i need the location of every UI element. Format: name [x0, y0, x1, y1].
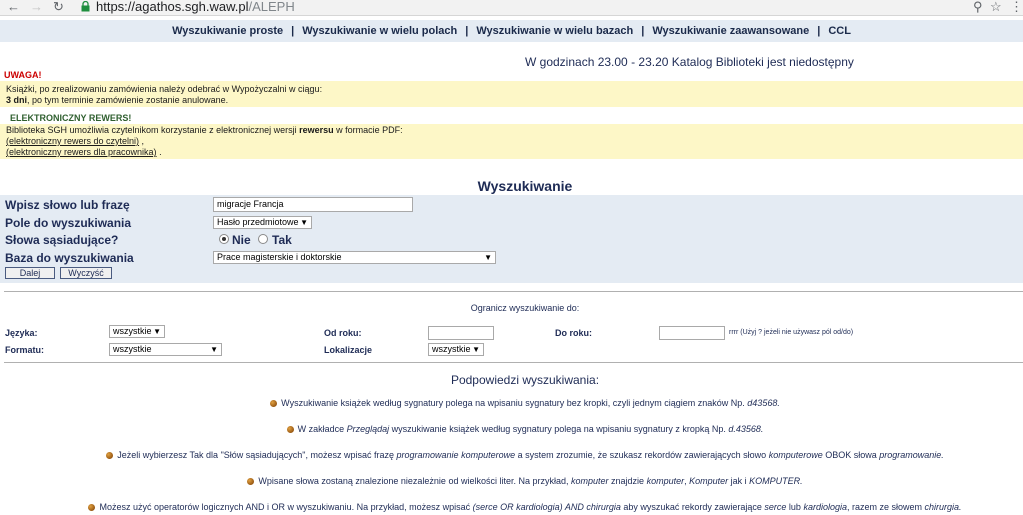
divider [4, 362, 1023, 363]
format-select[interactable] [109, 343, 222, 356]
tip-text: a system zrozumie, że szukasz rekordów zawierających słowo [515, 450, 769, 460]
phrase-label: Wpisz słowo lub frazę [5, 198, 130, 212]
from-year-input[interactable] [428, 326, 494, 340]
menu-separator: | [641, 25, 645, 37]
dropdown-arrow-icon: ▼ [300, 218, 308, 227]
e-rewers-text-start: Biblioteka SGH umożliwia czytelnikom korzystanie z elektronicznej wersji [6, 125, 300, 135]
year-format-note: rrrr (Użyj ? jeżeli nie używasz pól od/do) [729, 329, 854, 336]
tip-text: Wyszukiwanie książek według sygnatury polega na wpisaniu sygnatury bez kropki, czyli jednym ciągiem znaków Np. [281, 398, 748, 408]
menu-simple-search[interactable]: Wyszukiwanie proste [172, 25, 284, 37]
format-select-value: wszystkie [113, 344, 152, 354]
warning-line-1: Książki, po zrealizowaniu zamówienia należy odebrać w Wypożyczalni w ciągu: [6, 84, 323, 94]
tip-3 [0, 450, 1023, 460]
language-select[interactable] [109, 325, 165, 338]
back-arrow-icon[interactable]: ← [7, 0, 20, 14]
address-bar[interactable] [96, 0, 295, 14]
availability-notice: W godzinach 23.00 - 23.20 Katalog Biblioteki jest niedostępny [525, 55, 854, 69]
phrase-input[interactable]: migracje Francja [213, 197, 413, 212]
tip-italic: chirurgia. [924, 502, 962, 512]
tip-text: aby wyszukać rekordy zawierające [620, 502, 765, 512]
search-title: Wyszukiwanie [477, 178, 573, 194]
tip-italic: komputer [571, 476, 609, 486]
menu-dots-icon[interactable]: ⋮ [1010, 0, 1023, 14]
divider [4, 291, 1023, 292]
warning-box [0, 81, 1023, 107]
menu-multi-field-search[interactable]: Wyszukiwanie w wielu polach [302, 25, 458, 37]
lock-icon [81, 1, 90, 12]
adjacent-yes-label: Tak [272, 233, 292, 247]
bookmark-star-icon[interactable]: ☆ [990, 0, 1002, 14]
database-select[interactable] [213, 251, 496, 264]
menu-ccl[interactable]: CCL [828, 25, 851, 37]
dropdown-arrow-icon: ▼ [472, 345, 480, 354]
url-host: https://agathos.sgh.waw.pl [96, 0, 249, 14]
dropdown-arrow-icon: ▼ [484, 253, 492, 262]
tip-1 [0, 398, 1023, 408]
zoom-icon[interactable]: ⚲ [973, 0, 983, 14]
tip-text: W zakładce [297, 424, 347, 434]
limit-title: Ogranicz wyszukiwanie do: [470, 303, 580, 313]
go-button[interactable]: Dalej [5, 267, 55, 279]
language-select-value: wszystkie [113, 326, 152, 336]
bullet-icon [106, 452, 113, 459]
tips-title: Podpowiedzi wyszukiwania: [450, 373, 600, 387]
warning-label: UWAGA! [4, 70, 42, 80]
e-rewers-line-3 [6, 147, 1017, 158]
url-path: /ALEPH [248, 0, 295, 14]
location-select[interactable] [428, 343, 484, 356]
adjacent-no-radio[interactable] [219, 234, 229, 244]
database-select-value: Prace magisterskie i doktorskie [217, 252, 342, 262]
menu-advanced-search[interactable]: Wyszukiwanie zaawansowane [652, 25, 810, 37]
tip-text: , [684, 476, 690, 486]
e-rewers-sep-2: . [156, 147, 162, 157]
field-select[interactable] [213, 216, 312, 229]
e-rewers-box [0, 124, 1023, 159]
tip-text: wyszukiwanie książek według sygnatury polega na wpisaniu sygnatury z kropką Np. [389, 424, 729, 434]
menu-separator: | [817, 25, 821, 37]
tip-italic: komputerowe [768, 450, 823, 460]
location-label: Lokalizacje [324, 345, 373, 355]
forward-arrow-icon[interactable]: → [30, 0, 43, 14]
tip-text: jak i [728, 476, 750, 486]
tip-text: Jeżeli wybierzesz Tak dla "Słów sąsiadujących", możesz wpisać frazę [117, 450, 397, 460]
menu-separator: | [465, 25, 469, 37]
tip-italic: d43568. [747, 398, 780, 408]
browser-toolbar [0, 0, 1023, 16]
database-label: Baza do wyszukiwania [5, 251, 134, 265]
e-rewers-line-1 [6, 125, 1017, 136]
bullet-icon [270, 400, 277, 407]
e-rewers-label: ELEKTRONICZNY REWERS! [10, 113, 132, 123]
bullet-icon [88, 504, 95, 511]
to-year-input[interactable] [659, 326, 725, 340]
from-year-label: Od roku: [324, 328, 362, 338]
to-year-label: Do roku: [555, 328, 592, 338]
tip-italic: d.43568. [728, 424, 764, 434]
adjacent-label: Słowa sąsiadujące? [5, 233, 119, 247]
tip-italic: Komputer [689, 476, 729, 486]
bullet-icon [247, 478, 254, 485]
e-rewers-reader-link[interactable]: (elektroniczny rewers do czytelni) [6, 136, 140, 146]
search-form [0, 195, 1023, 283]
menu-multi-base-search[interactable]: Wyszukiwanie w wielu bazach [476, 25, 634, 37]
adjacent-no-label: Nie [232, 233, 251, 247]
tip-text: lub [786, 502, 804, 512]
tip-italic: komputer [646, 476, 685, 486]
adjacent-yes-radio[interactable] [258, 234, 268, 244]
tip-italic: kardiologia [803, 502, 847, 512]
location-select-value: wszystkie [432, 344, 471, 354]
tip-italic: serce [764, 502, 787, 512]
clear-button[interactable]: Wyczyść [60, 267, 112, 279]
tip-text: Możesz użyć operatorów logicznych AND i OR w wyszukiwaniu. Na przykład, możesz wpisać [99, 502, 473, 512]
tip-text: , razem ze słowem [846, 502, 925, 512]
top-menu-bar [0, 20, 1023, 42]
warning-days: 3 dni [6, 95, 28, 105]
tip-italic: (serce OR kardiologia) AND chirurgia [472, 502, 621, 512]
tip-italic: KOMPUTER. [749, 476, 803, 486]
e-rewers-text-end: w formacie PDF: [333, 125, 403, 135]
tip-text: OBOK słowa [822, 450, 880, 460]
tip-2 [0, 424, 1023, 434]
tip-text: Wpisane słowa zostaną znalezione niezależnie od wielkości liter. Na przykład, [258, 476, 571, 486]
format-label: Formatu: [5, 345, 44, 355]
warning-line-2-rest: , po tym terminie zamówienie zostanie anulowane. [27, 95, 229, 105]
language-label: Języka: [5, 328, 38, 338]
bullet-icon [287, 426, 294, 433]
e-rewers-bold: rewersu [299, 125, 334, 135]
e-rewers-staff-link[interactable]: (elektroniczny rewers dla pracownika) [6, 147, 157, 157]
tip-4 [0, 476, 1023, 486]
tip-italic: programowanie komputerowe [396, 450, 516, 460]
e-rewers-line-2 [6, 136, 1017, 147]
field-select-value: Hasło przedmiotowe [217, 217, 299, 227]
e-rewers-sep-1: , [139, 136, 145, 146]
reload-icon[interactable]: ↻ [53, 0, 64, 14]
dropdown-arrow-icon: ▼ [153, 327, 161, 336]
tip-text: znajdzie [608, 476, 647, 486]
field-label: Pole do wyszukiwania [5, 216, 132, 230]
dropdown-arrow-icon: ▼ [210, 345, 218, 354]
menu-separator: | [291, 25, 295, 37]
tip-5 [0, 502, 1023, 512]
tip-italic: Przeglądaj [346, 424, 390, 434]
warning-line-2 [6, 95, 1017, 106]
tip-italic: programowanie. [879, 450, 944, 460]
